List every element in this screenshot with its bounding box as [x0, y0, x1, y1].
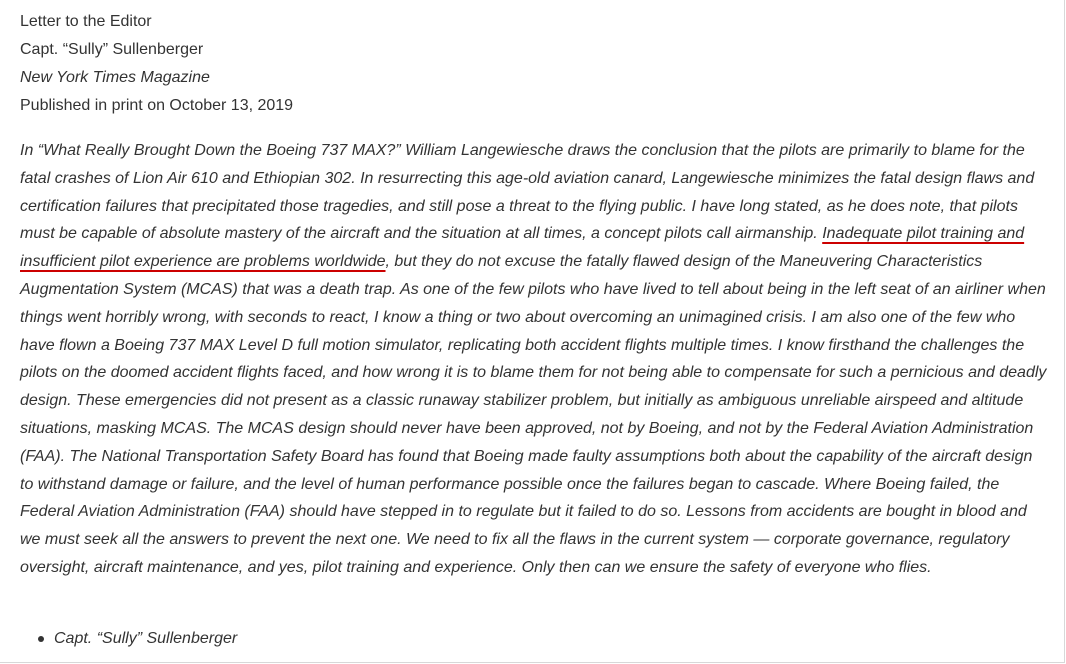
letter-paragraph [20, 137, 1050, 582]
highlighted-sentence: Inadequate pilot training and insufficient pilot experience are problems worldwide [20, 225, 1025, 271]
publication-date: Published in print on October 13, 2019 [20, 97, 294, 114]
letter-header [20, 8, 293, 120]
bullet-icon [38, 636, 44, 642]
letter-body [20, 137, 1050, 582]
author-name: Capt. “Sully” Sullenberger [20, 41, 204, 58]
publication-name: New York Times Magazine [20, 69, 210, 86]
signature-list [20, 626, 237, 652]
signature-text: Capt. “Sully” Sullenberger [54, 630, 238, 647]
paragraph-text-part2: , but they do not excuse the fatally flawed design of the Maneuvering Characteristics Augmentation System (MCAS) that was a death trap. As one of the few pilots who have lived to tell about being in the left seat of an airliner when things went horribly wrong, with seconds to react, I know a thing or two about overcoming an unimagined crisis. I am also one of the few who have flown a Boeing 737 MAX Level D full motion simulator, replicating both accident flights multiple times. I know firsthand the challenges the pilots on the doomed accident flights faced, and how wrong it is to blame them for not being able to compensate for such a pernicious and deadly design. These emergencies did not present as a classic runaway stabilizer problem, but initially as ambiguous unreliable airspeed and altitude situations, masking MCAS. The MCAS design should never have been approved, not by Boeing, and not by the Federal Aviation Administration (FAA). The National Transportation Safety Board has found that Boeing made faulty assumptions both about the capability of the aircraft design to withstand damage or failure, and the level of human performance possible once the failures began to cascade. Where Boeing failed, the Federal Aviation Administration (FAA) should have stepped in to regulate but it failed to do so. Lessons from accidents are bought in blood and we must seek all the answers to prevent the next one. We need to fix all the flaws in the current system — corporate governance, regulatory oversight, aircraft maintenance, and yes, pilot training and experience. Only then can we ensure the safety of everyone who flies. [20, 253, 1047, 576]
signature-item [20, 626, 237, 652]
header-label: Letter to the Editor [20, 13, 152, 30]
paragraph-text-part1: In “What Really Brought Down the Boeing 737 MAX?” William Langewiesche draws the conclusion that the pilots are primarily to blame for the fatal crashes of Lion Air 610 and Ethiopian 302. In resurrecting this age-old aviation canard, Langewiesche minimizes the fatal design flaws and certification failures that precipitated those tragedies, and still pose a threat to the flying public. I have long stated, as he does note, that pilots must be capable of absolute mastery of the aircraft and the situation at all times, a concept pilots call airmanship. [20, 142, 1035, 243]
